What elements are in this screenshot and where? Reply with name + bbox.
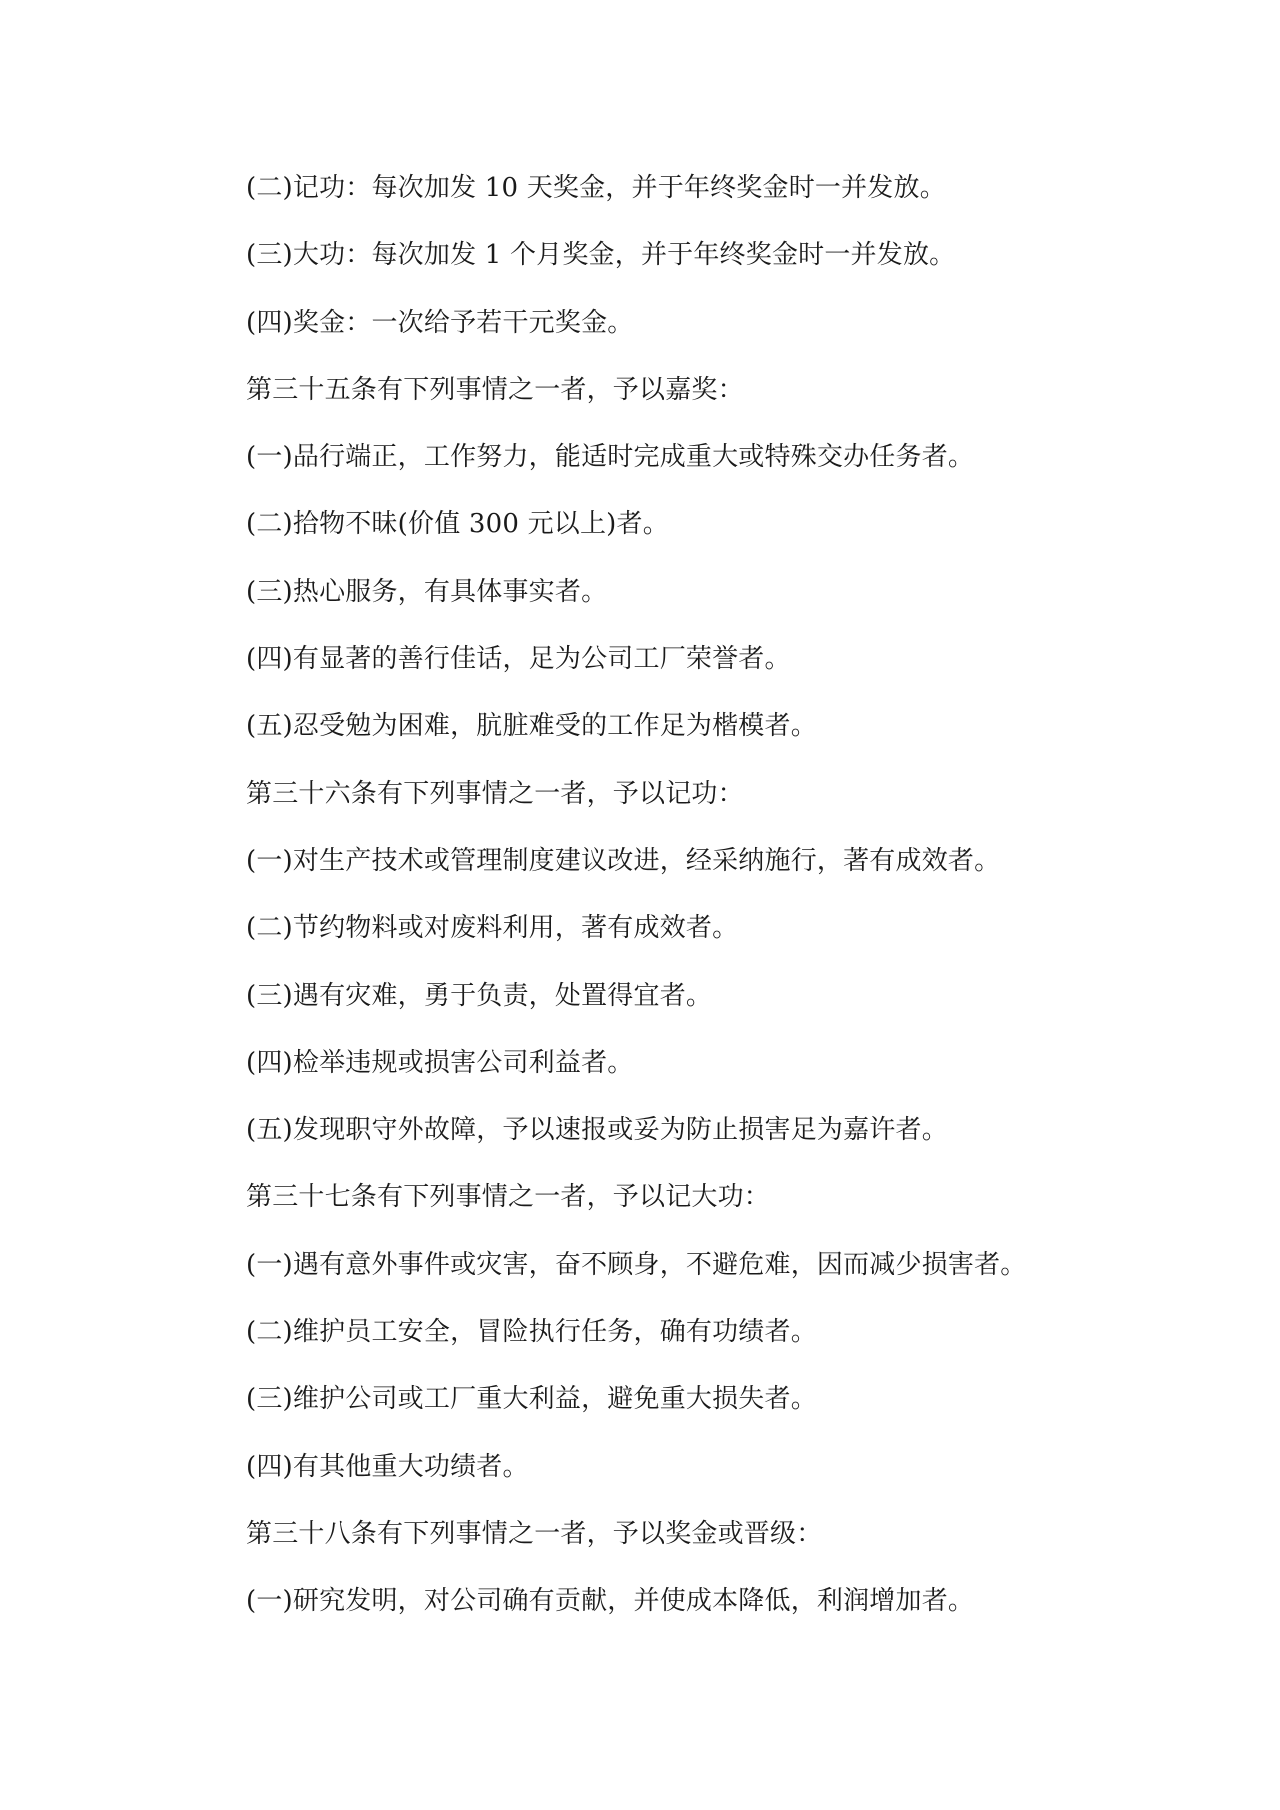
paragraph-line: (一)对生产技术或管理制度建议改进，经采纳施行，著有成效者。 <box>246 845 1001 876</box>
paragraph-line: (二)维护员工安全，冒险执行任务，确有功绩者。 <box>246 1317 817 1348</box>
paragraph-line: (四)有其他重大功绩者。 <box>246 1451 529 1482</box>
document-body <box>246 170 1046 1651</box>
paragraph-line: (三)维护公司或工厂重大利益，避免重大损失者。 <box>246 1384 817 1415</box>
paragraph-line: (二)节约物料或对废料利用，著有成效者。 <box>246 913 739 944</box>
paragraph-line: (三)热心服务，有具体事实者。 <box>246 576 608 607</box>
article-heading: 第三十六条有下列事情之一者，予以记功： <box>246 778 744 809</box>
paragraph-line: (四)检举违规或损害公司利益者。 <box>246 1047 634 1078</box>
paragraph-line: (五)忍受勉为困难，肮脏难受的工作足为楷模者。 <box>246 711 817 742</box>
paragraph-line: (一)研究发明，对公司确有贡献，并使成本降低，利润增加者。 <box>246 1586 975 1617</box>
paragraph-line: (五)发现职守外故障，予以速报或妥为防止损害足为嘉许者。 <box>246 1115 948 1146</box>
paragraph-line: (一)品行端正，工作努力，能适时完成重大或特殊交办任务者。 <box>246 442 975 473</box>
paragraph-line: (一)遇有意外事件或灾害，奋不顾身，不避危难，因而减少损害者。 <box>246 1249 1027 1280</box>
paragraph-line: (四)有显著的善行佳话，足为公司工厂荣誉者。 <box>246 644 791 675</box>
article-heading: 第三十八条有下列事情之一者，予以奖金或晋级： <box>246 1518 823 1549</box>
paragraph-line: (四)奖金：一次给予若干元奖金。 <box>246 307 634 338</box>
paragraph-line: (二)记功：每次加发 10 天奖金，并于年终奖金时一并发放。 <box>246 173 946 203</box>
paragraph-line: (三)遇有灾难，勇于负责，处置得宜者。 <box>246 980 713 1011</box>
article-heading: 第三十五条有下列事情之一者，予以嘉奖： <box>246 374 744 405</box>
paragraph-line: (三)大功：每次加发 1 个月奖金，并于年终奖金时一并发放。 <box>246 240 956 271</box>
article-heading: 第三十七条有下列事情之一者，予以记大功： <box>246 1182 771 1213</box>
paragraph-line: (二)拾物不昧(价值 300 元以上)者。 <box>246 509 669 540</box>
